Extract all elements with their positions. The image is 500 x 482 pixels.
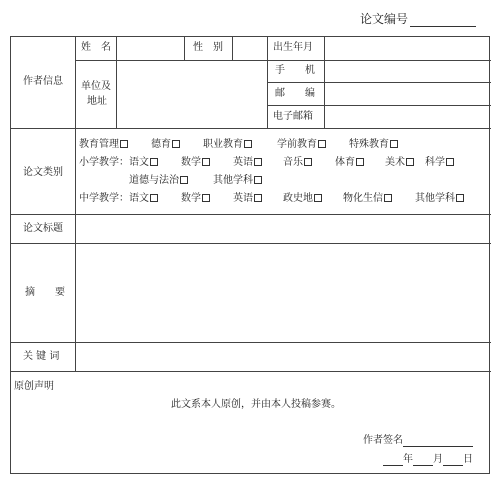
day-label: 日 xyxy=(463,454,473,465)
category-row-primary xyxy=(79,157,454,169)
checkbox[interactable] xyxy=(446,158,454,166)
category-option[interactable]: 音乐 xyxy=(283,157,335,169)
category-option[interactable]: 英语 xyxy=(233,157,283,169)
divider xyxy=(267,37,268,128)
category-row-secondary xyxy=(79,193,464,205)
checkbox[interactable] xyxy=(390,140,398,148)
category-option[interactable]: 道德与法治 xyxy=(129,175,213,187)
year-label: 年 xyxy=(403,454,413,465)
checkbox[interactable] xyxy=(456,194,464,202)
category-option[interactable]: 语文 xyxy=(129,157,181,169)
title-label: 论文标题 xyxy=(23,223,63,234)
category-option[interactable]: 美术 xyxy=(385,157,425,169)
author-section-label: 作者信息 xyxy=(23,76,63,87)
birth-label: 出生年月 xyxy=(273,42,313,53)
checkbox[interactable] xyxy=(150,158,158,166)
paper-number-label: 论文编号 xyxy=(359,12,408,26)
secondary-prefix: 中学教学： xyxy=(79,193,129,204)
category-option[interactable]: 语文 xyxy=(129,193,181,205)
title-field[interactable] xyxy=(76,215,490,242)
name-label: 姓 名 xyxy=(81,42,111,53)
category-option[interactable]: 学前教育 xyxy=(277,139,349,151)
declaration-text: 此文系本人原创，并由本人投稿参赛。 xyxy=(171,399,341,410)
checkbox[interactable] xyxy=(172,140,180,148)
unit-address-field[interactable] xyxy=(117,61,266,127)
checkbox[interactable] xyxy=(202,158,210,166)
gender-field[interactable] xyxy=(233,38,266,59)
signature-label: 作者签名 xyxy=(363,435,403,446)
address-label: 地址 xyxy=(87,96,107,107)
name-field[interactable] xyxy=(117,38,183,59)
signature-field[interactable] xyxy=(403,435,473,447)
email-field[interactable] xyxy=(325,106,490,127)
keywords-field[interactable] xyxy=(76,343,490,370)
category-option[interactable]: 英语 xyxy=(233,193,283,205)
category-option[interactable]: 物化生信 xyxy=(343,193,415,205)
postcode-field[interactable] xyxy=(325,83,490,104)
unit-label: 单位及 xyxy=(81,81,111,92)
checkbox[interactable] xyxy=(254,158,262,166)
postcode-label: 邮 编 xyxy=(275,88,315,99)
checkbox[interactable] xyxy=(244,140,252,148)
paper-number-field[interactable] xyxy=(410,13,476,27)
phone-label: 手 机 xyxy=(275,65,315,76)
category-section-label: 论文类别 xyxy=(23,167,63,178)
category-option[interactable]: 其他学科 xyxy=(213,175,262,187)
category-option[interactable]: 德育 xyxy=(151,139,203,151)
category-option[interactable]: 教育管理 xyxy=(79,139,151,151)
category-option[interactable]: 政史地 xyxy=(283,193,343,205)
keywords-label: 关 键 词 xyxy=(23,351,60,362)
month-label: 月 xyxy=(433,454,443,465)
phone-field[interactable] xyxy=(325,61,490,82)
birth-field[interactable] xyxy=(325,38,490,59)
divider xyxy=(184,37,185,60)
category-option[interactable]: 科学 xyxy=(425,157,454,169)
category-option[interactable]: 职业教育 xyxy=(203,139,277,151)
checkbox[interactable] xyxy=(384,194,392,202)
abstract-label: 摘 要 xyxy=(25,287,65,298)
checkbox[interactable] xyxy=(202,194,210,202)
checkbox[interactable] xyxy=(304,158,312,166)
checkbox[interactable] xyxy=(318,140,326,148)
category-option[interactable]: 数学 xyxy=(181,157,233,169)
category-option[interactable]: 特殊教育 xyxy=(349,139,398,151)
registration-form xyxy=(10,36,490,474)
month-field[interactable] xyxy=(413,454,433,466)
checkbox[interactable] xyxy=(356,158,364,166)
declaration-label: 原创声明 xyxy=(14,381,54,392)
abstract-field[interactable] xyxy=(76,244,490,341)
date-line xyxy=(383,454,473,466)
day-field[interactable] xyxy=(443,454,463,466)
signature-line xyxy=(363,435,473,447)
year-field[interactable] xyxy=(383,454,403,466)
checkbox[interactable] xyxy=(254,176,262,184)
category-option[interactable]: 数学 xyxy=(181,193,233,205)
checkbox[interactable] xyxy=(150,194,158,202)
primary-prefix: 小学教学： xyxy=(79,157,129,168)
checkbox[interactable] xyxy=(314,194,322,202)
checkbox[interactable] xyxy=(254,194,262,202)
category-option[interactable]: 其他学科 xyxy=(415,193,464,205)
divider xyxy=(11,371,491,372)
category-option[interactable]: 体育 xyxy=(335,157,385,169)
gender-label: 性 别 xyxy=(193,42,223,53)
checkbox[interactable] xyxy=(180,176,188,184)
email-label: 电子邮箱 xyxy=(273,111,313,122)
paper-number xyxy=(360,10,476,27)
category-row-general xyxy=(79,139,398,151)
checkbox[interactable] xyxy=(120,140,128,148)
checkbox[interactable] xyxy=(406,158,414,166)
divider xyxy=(11,128,491,129)
category-row-primary-extra xyxy=(129,175,262,187)
